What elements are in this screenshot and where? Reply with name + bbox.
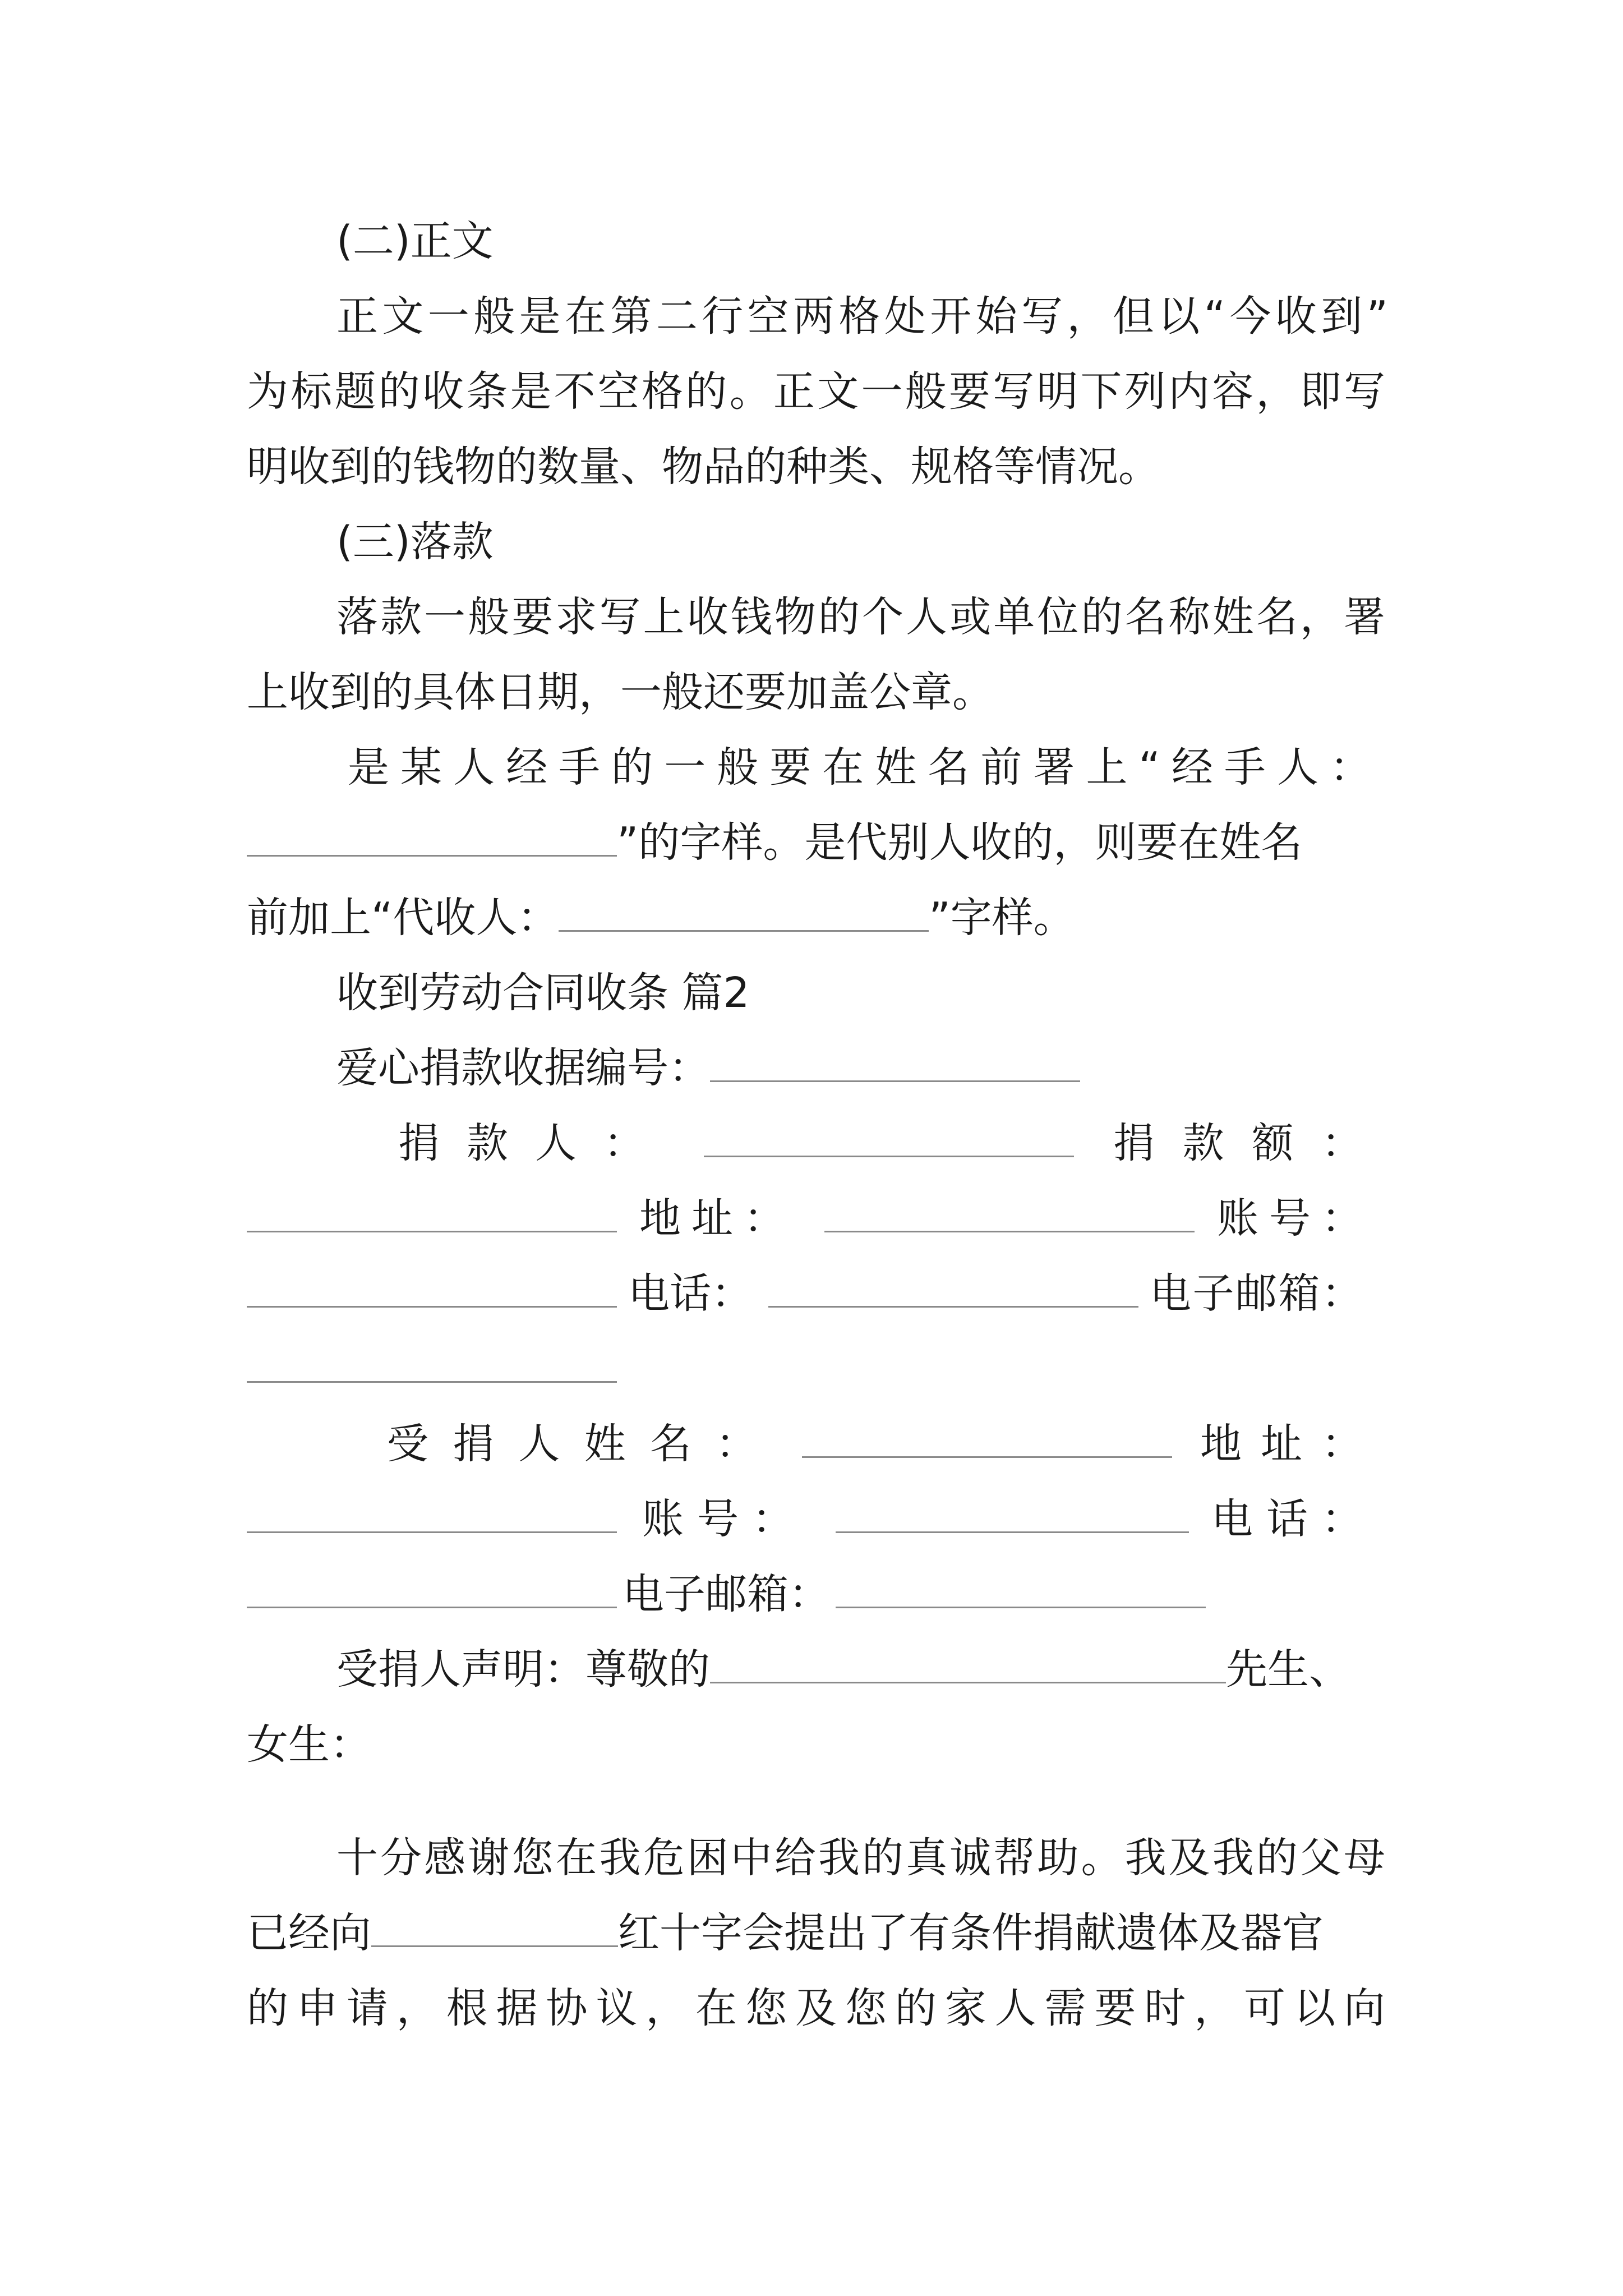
donor-salutation-field[interactable]: [710, 1642, 1226, 1683]
donor-address-row: [0, 1189, 1623, 1248]
paragraph-line: 的申请，根据协议，在您及您的家人需要时，可以向: [247, 1984, 1385, 2032]
handler-name-blank[interactable]: [247, 816, 617, 857]
receipt-number-field[interactable]: [710, 1041, 1080, 1082]
donor-label: 捐款人：: [398, 1119, 645, 1167]
donor-phone-row: [0, 1264, 1623, 1323]
donor-account-field[interactable]: [247, 1267, 617, 1308]
section-heading-signature: (三)落款: [336, 518, 494, 566]
section-title: 收到劳动合同收条 篇2: [336, 969, 750, 1017]
donor-email-field[interactable]: [247, 1342, 617, 1383]
recipient-address-label: 地址：: [1200, 1420, 1363, 1468]
recipient-email-row: [0, 1565, 1623, 1623]
section-heading-body: (二)正文: [336, 217, 494, 265]
collector-name-blank[interactable]: [559, 891, 929, 932]
recipient-name-label: 受捐人姓名：: [387, 1420, 757, 1468]
account-label: 账号：: [1217, 1194, 1363, 1243]
receipt-number-label: 爱心捐款收据编号：: [336, 1044, 710, 1092]
recipient-email-label: 电子邮箱：: [623, 1570, 830, 1618]
paragraph-text: 红十字会提出了有条件捐献遗体及器官: [618, 1909, 1324, 1957]
paragraph-text: ”的字样。是代别人收的，则要在姓名: [617, 818, 1303, 867]
address-label: 地址：: [639, 1194, 785, 1243]
recipient-phone-field[interactable]: [247, 1567, 617, 1608]
paragraph-line: [247, 813, 1385, 872]
amount-label: 捐款额：: [1113, 1119, 1363, 1167]
phone-label: 电话：: [628, 1269, 753, 1318]
receipt-number-row: [336, 1039, 1080, 1097]
paragraph-text: ”字样。: [929, 894, 1075, 942]
statement-text: 先生、: [1226, 1645, 1350, 1694]
donor-phone-field[interactable]: [768, 1267, 1138, 1308]
paragraph-line: [247, 889, 1075, 947]
paragraph-line: 落款一般要求写上收钱物的个人或单位的名称姓名，署: [336, 593, 1385, 641]
paragraph-line: 上收到的具体日期，一般还要加盖公章。: [247, 668, 994, 716]
donor-address-field[interactable]: [824, 1191, 1195, 1232]
statement-line: [336, 1640, 1350, 1699]
paragraph-line: 为标题的收条是不空格的。正文一般要写明下列内容，即写: [247, 367, 1385, 416]
paragraph-line: 明收到的钱物的数量、物品的种类、规格等情况。: [247, 443, 1160, 491]
paragraph-line: 正文一般是在第二行空两格处开始写，但以“今收到”: [336, 292, 1388, 341]
paragraph-line: 是某人经手的一般要在姓名前署上“经手人：: [348, 743, 1371, 792]
amount-field[interactable]: [247, 1191, 617, 1232]
recipient-name-field[interactable]: [802, 1417, 1172, 1458]
recipient-email-field[interactable]: [836, 1567, 1206, 1608]
paragraph-text: 已经向: [247, 1909, 371, 1957]
paragraph-text: 前加上“代收人：: [247, 894, 559, 942]
paragraph-line: 十分感谢您在我危困中给我的真诚帮助。我及我的父母: [336, 1834, 1385, 1882]
recipient-account-label: 账号：: [642, 1495, 794, 1543]
donor-email-row: [247, 1340, 617, 1398]
email-label: 电子邮箱：: [1150, 1269, 1363, 1318]
red-cross-branch-field[interactable]: [371, 1906, 618, 1947]
donor-row: [0, 1114, 1623, 1172]
recipient-row: [0, 1415, 1623, 1473]
recipient-account-field[interactable]: [836, 1492, 1189, 1533]
donor-field[interactable]: [704, 1116, 1074, 1157]
recipient-address-field[interactable]: [247, 1492, 617, 1533]
statement-line: 女生：: [247, 1720, 371, 1769]
recipient-phone-label: 电话：: [1211, 1495, 1363, 1543]
paragraph-line: [247, 1904, 1324, 1962]
statement-text: 受捐人声明：尊敬的: [336, 1645, 710, 1694]
recipient-account-row: [0, 1490, 1623, 1548]
